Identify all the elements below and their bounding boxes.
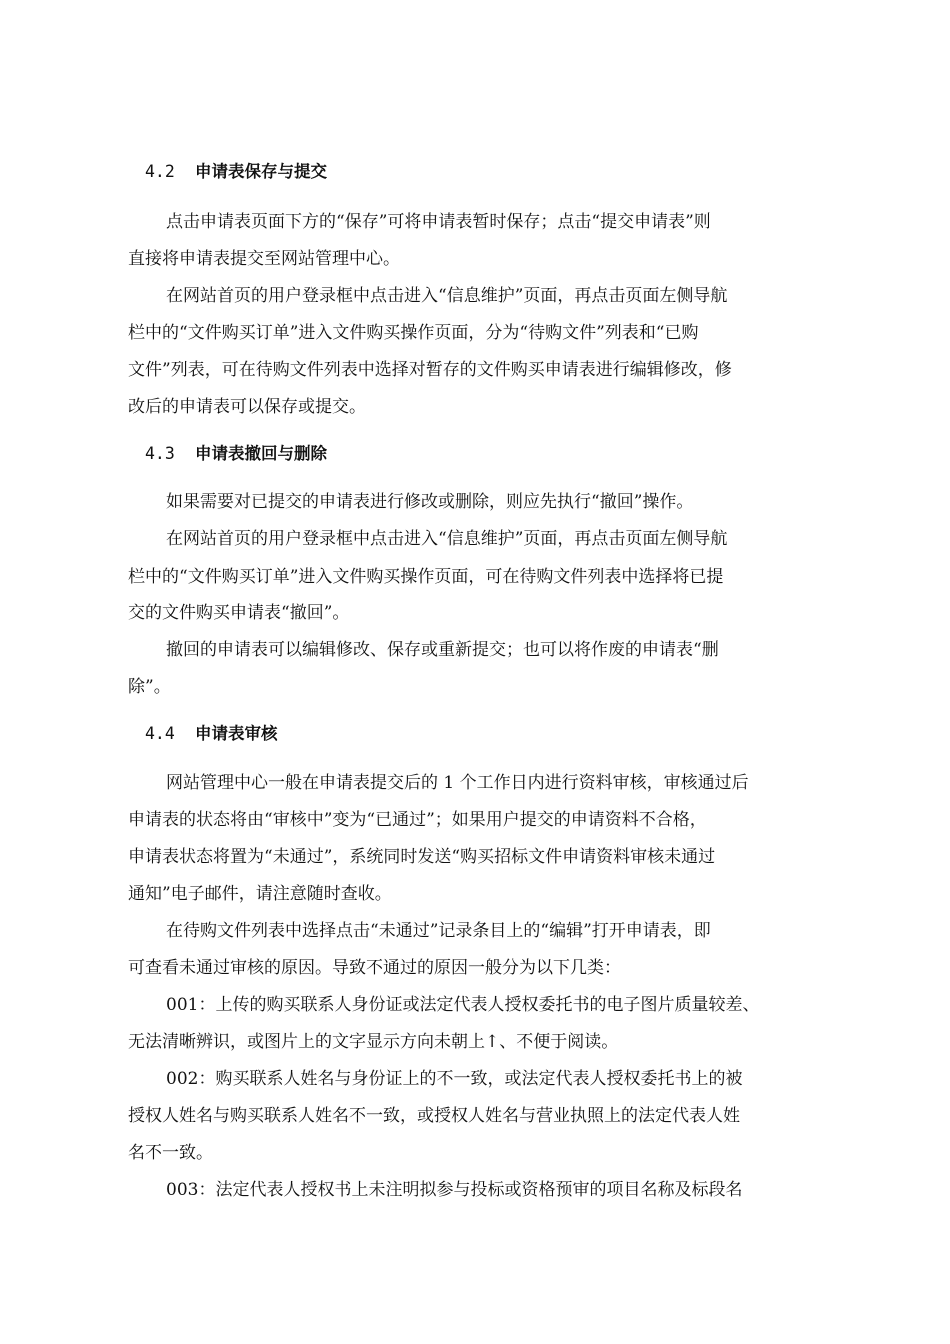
paragraph-line: 栏中的“文件购买订单”进入文件购买操作页面，可在待购文件列表中选择将已提 <box>128 567 724 587</box>
paragraph-line: 可查看未通过审核的原因。导致不通过的原因一般分为以下几类： <box>128 958 621 978</box>
paragraph-line: 除”。 <box>128 677 171 697</box>
paragraph-line: 网站管理中心一般在申请表提交后的 1 个工作日内进行资料审核，审核通过后 <box>166 773 749 793</box>
paragraph-line: 如果需要对已提交的申请表进行修改或删除，则应先执行“撤回”操作。 <box>166 492 694 512</box>
paragraph-line: 无法清晰辨识，或图片上的文字显示方向未朝上↑、不便于阅读。 <box>128 1032 619 1052</box>
paragraph-line: 栏中的“文件购买订单”进入文件购买操作页面，分为“待购文件”列表和“已购 <box>128 323 699 343</box>
paragraph-line: 002：购买联系人姓名与身份证上的不一致，或法定代表人授权委托书上的被 <box>166 1069 743 1089</box>
section-title: 申请表撤回与删除 <box>195 444 327 463</box>
paragraph-line: 名不一致。 <box>128 1143 213 1163</box>
section-heading <box>145 723 278 745</box>
section-number: 4.4 <box>145 724 175 743</box>
paragraph-line: 001：上传的购买联系人身份证或法定代表人授权委托书的电子图片质量较差、 <box>166 995 760 1015</box>
section-heading <box>145 443 327 465</box>
section-title: 申请表审核 <box>195 724 278 743</box>
section-title: 申请表保存与提交 <box>195 162 327 181</box>
paragraph-line: 申请表的状态将由“审核中”变为“已通过”；如果用户提交的申请资料不合格， <box>128 810 707 830</box>
paragraph-line: 通知”电子邮件，请注意随时查收。 <box>128 884 392 904</box>
paragraph-line: 授权人姓名与购买联系人姓名不一致，或授权人姓名与营业执照上的法定代表人姓 <box>128 1106 740 1126</box>
paragraph-line: 在待购文件列表中选择点击“未通过”记录条目上的“编辑”打开申请表，即 <box>166 921 711 941</box>
paragraph-line: 直接将申请表提交至网站管理中心。 <box>128 249 400 269</box>
section-heading <box>145 161 327 183</box>
paragraph-line: 文件”列表，可在待购文件列表中选择对暂存的文件购买申请表进行编辑修改，修 <box>128 360 732 380</box>
paragraph-line: 改后的申请表可以保存或提交。 <box>128 397 366 417</box>
paragraph-line: 撤回的申请表可以编辑修改、保存或重新提交；也可以将作废的申请表“删 <box>166 640 719 660</box>
paragraph-line: 交的文件购买申请表“撤回”。 <box>128 603 350 623</box>
paragraph-line: 申请表状态将置为“未通过”，系统同时发送“购买招标文件申请资料审核未通过 <box>128 847 716 867</box>
section-number: 4.3 <box>145 444 175 463</box>
paragraph-line: 003：法定代表人授权书上未注明拟参与投标或资格预审的项目名称及标段名 <box>166 1180 743 1200</box>
paragraph-line: 点击申请表页面下方的“保存”可将申请表暂时保存；点击“提交申请表”则 <box>166 212 711 232</box>
section-number: 4.2 <box>145 162 175 181</box>
paragraph-line: 在网站首页的用户登录框中点击进入“信息维护”页面，再点击页面左侧导航 <box>166 529 728 549</box>
paragraph-line: 在网站首页的用户登录框中点击进入“信息维护”页面，再点击页面左侧导航 <box>166 286 728 306</box>
